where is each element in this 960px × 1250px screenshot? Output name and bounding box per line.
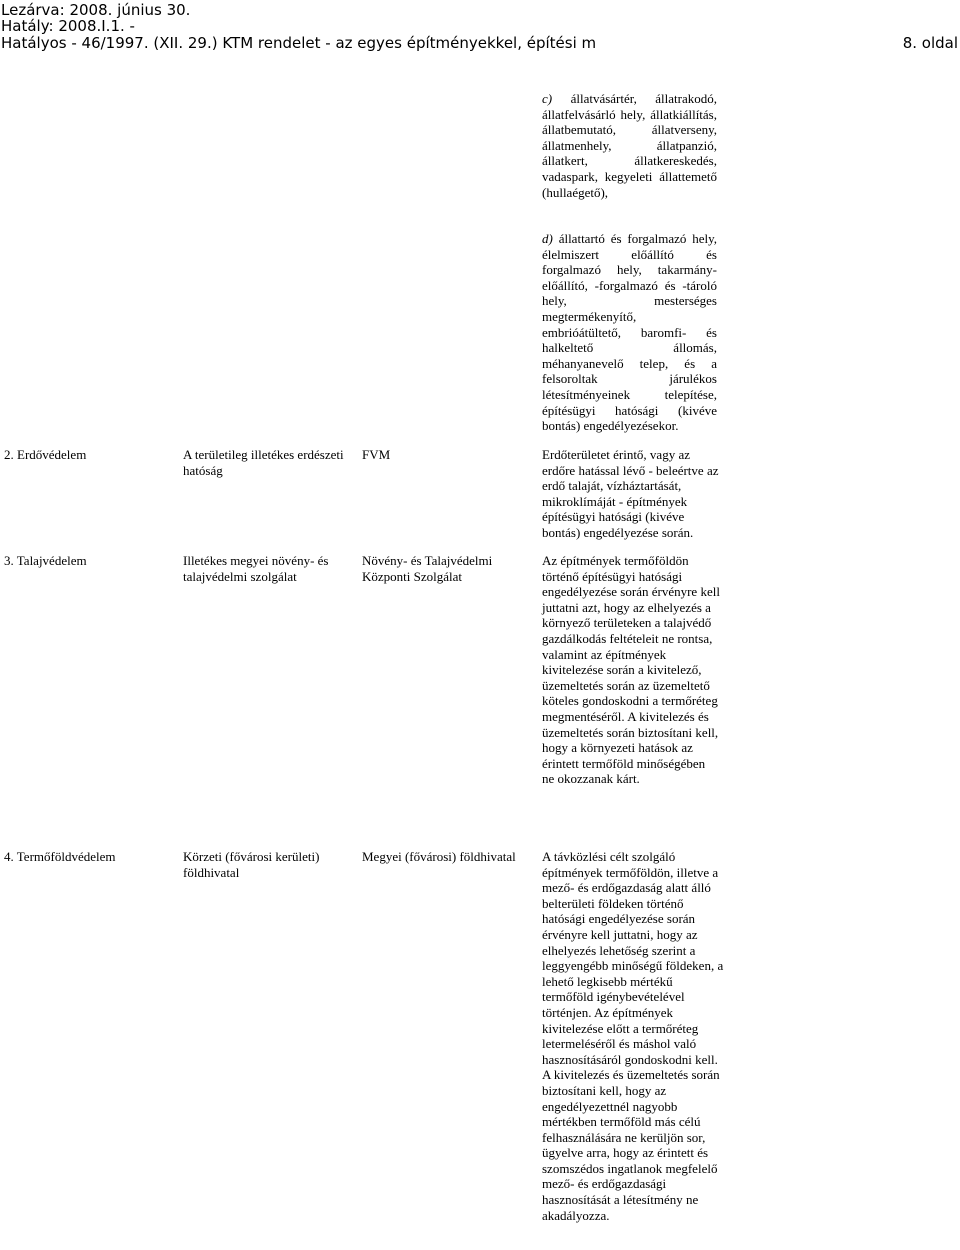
row-supervisor: Növény- és Talajvédelmi Központi Szolgálat	[362, 553, 493, 584]
row-description: Erdőterületet érintő, vagy az erdőre hatással lévő - beleértve az erdő talaját, vízháztartását, mikroklímáját - építmények építésügyi hatósági (kivéve bontás) engedélyezése során.	[542, 447, 719, 540]
row-authority: Illetékes megyei növény- és talajvédelmi szolgálat	[183, 553, 329, 584]
row-title: 3. Talajvédelem	[4, 553, 87, 568]
header-document-title: Hatályos - 46/1997. (XII. 29.) KTM rendelet - az egyes építményekkel, építési m	[1, 34, 597, 52]
row-supervisor: Megyei (fővárosi) földhivatal	[362, 849, 516, 864]
row-authority: A területileg illetékes erdészeti hatóság	[183, 447, 344, 478]
item-c	[542, 91, 717, 200]
row-supervisor: FVM	[362, 447, 391, 462]
row-title: 4. Termőföldvédelem	[4, 849, 116, 864]
item-c-letter: c)	[542, 91, 553, 106]
row-title: 2. Erdővédelem	[4, 447, 87, 462]
header-effective: Hatály: 2008.I.1. -	[1, 17, 135, 35]
item-c-text: állatvásártér, állatrakodó, állatfelvásárló hely, állatkiállítás, állatbemutató, állatverseny, állatmenhely, állatpanzió, állatkert, állatkereskedés, vadaspark, kegyeleti állattemető (hullaégető),	[542, 91, 718, 200]
item-d	[542, 231, 717, 434]
page-number: 8. oldal	[902, 34, 958, 52]
row-authority: Körzeti (fővárosi kerületi) földhivatal	[183, 849, 320, 880]
row-description: A távközlési célt szolgáló építmények termőföldön, illetve a mező- és erdőgazdaság alatt álló belterületi földeken történő hatósági engedélyezése során érvényre kell juttatni, hogy az elhelyezés lehetőség szerint a leggyengébb minőségű földeken, a lehető legkisebb mértékű termőföld igénybevételével történjen. Az építmények kivitelezése előtt a termőréteg letermeléséről és máshol való hasznosításáról gondoskodni kell. A kivitelezés és üzemeltetés során biztosítani kell, hogy az engedélyezettnél nagyobb mértékben termőföld más célú felhasználására ne kerüljön sor, ügyelve arra, hogy az érintett és szomszédos ingatlanok megfelelő mező- és erdőgazdasági hasznosítását a létesítmény ne akadályozza.	[542, 849, 724, 1223]
item-d-letter: d)	[542, 231, 553, 246]
row-description: Az építmények termőföldön történő építésügyi hatósági engedélyezése során érvényre kell juttatni azt, hogy az elhelyezés a környező területeken a talajvédő gazdálkodás feltételeit ne rontsa, valamint az építmények kivitelezése során a kivitelező, üzemeltetés során az üzemeltető köteles gondoskodni a termőréteg megmentéséről. A kivitelezés és üzemeltetés során biztosítani kell, hogy a környezeti hatások az érintett termőföld minőségében ne okozzanak kárt.	[542, 553, 720, 787]
item-d-text: állattartó és forgalmazó hely, élelmiszert előállító és forgalmazó hely, takarmány-előállító, -forgalmazó és -tároló hely, mesterséges megtermékenyítő, embrióátültető, baromfi- és halkeltető állomás, méhanyanevelő telep, és a felsoroltak járulékos létesítményeinek telepítése, építésügyi hatósági (kivéve bontás) engedélyezésekor.	[542, 231, 717, 434]
header-closed-date: Lezárva: 2008. június 30.	[1, 1, 191, 19]
